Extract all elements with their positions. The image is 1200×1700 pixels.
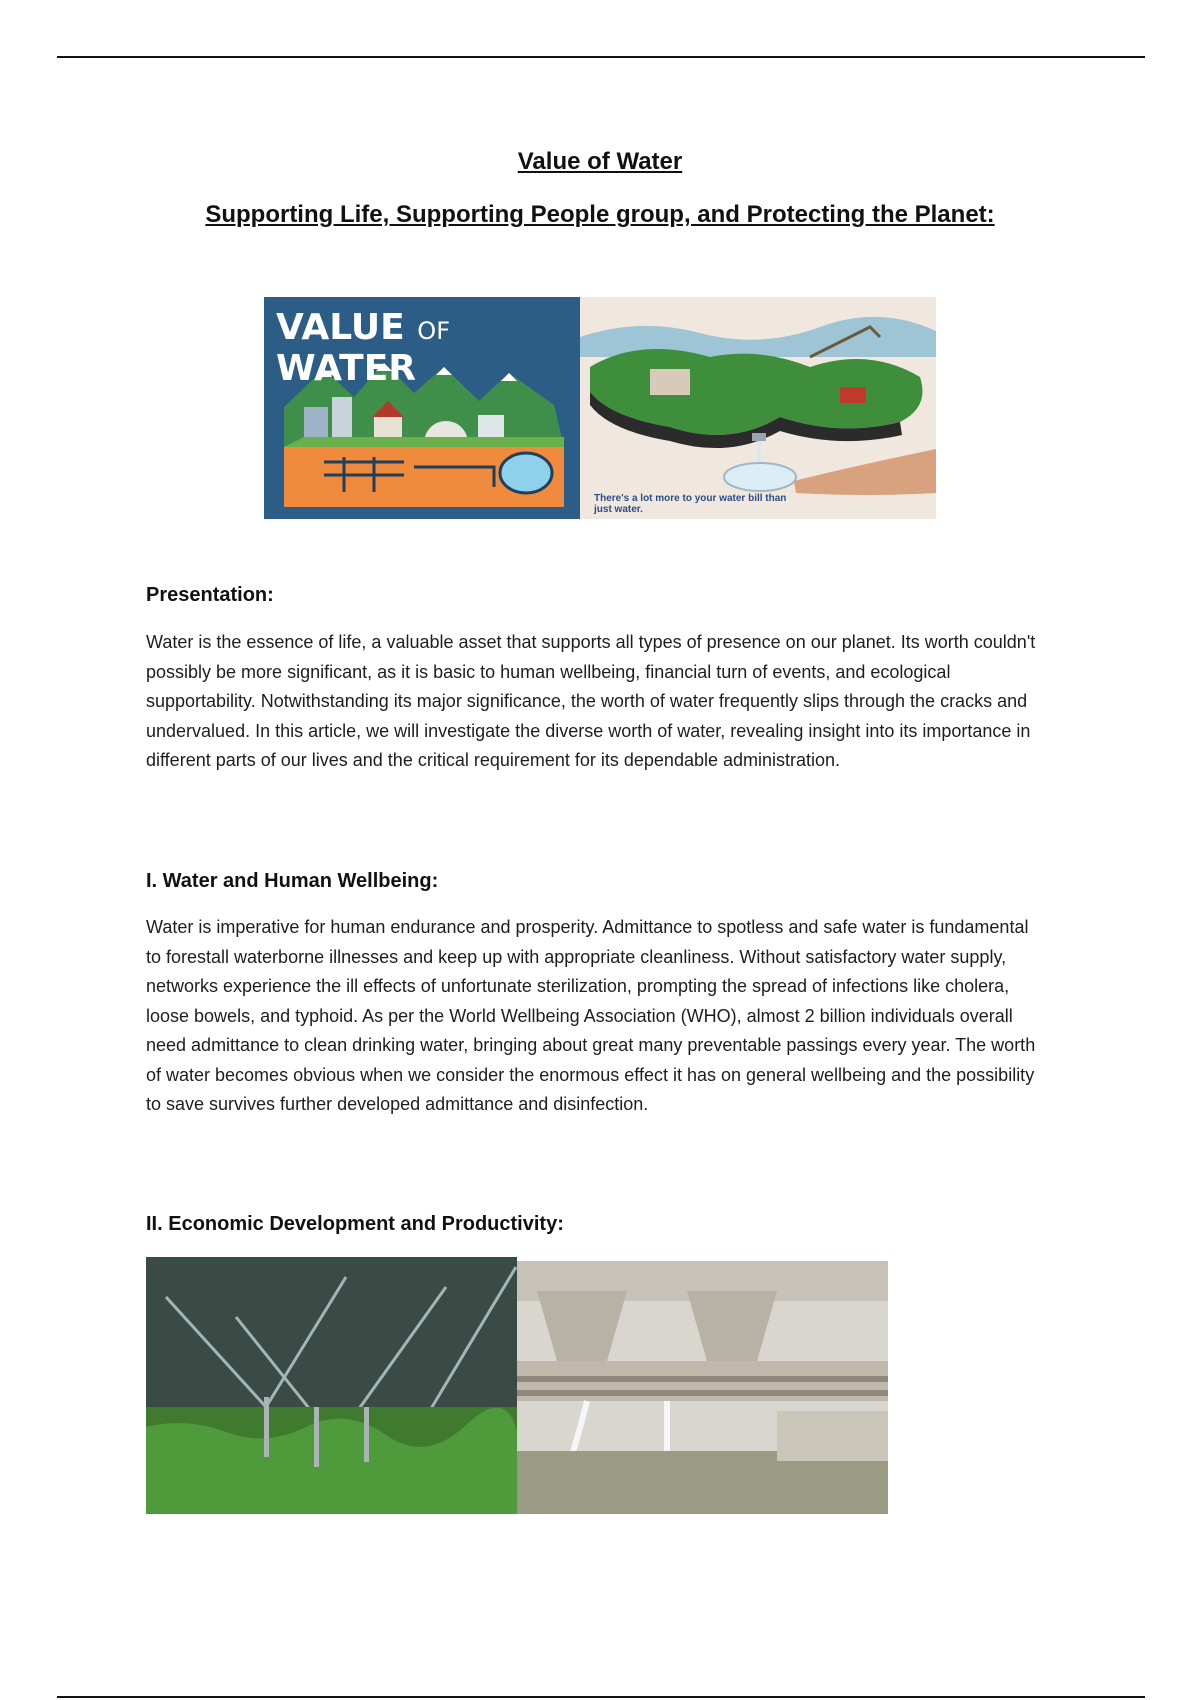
water-treatment-plant-photo [517, 1261, 888, 1514]
document-title: Value of Water [517, 148, 683, 175]
presentation-heading: Presentation: [146, 584, 274, 606]
economic-heading: II. Economic Development and Productivity: [146, 1213, 564, 1235]
footer-rule [57, 1696, 1145, 1698]
value-of-water-infographic [264, 297, 580, 519]
irrigation-sprinkler-photo [146, 1257, 517, 1514]
header-rule [57, 56, 1145, 58]
document-subtitle: Supporting Life, Supporting People group, and Protecting the Planet: [205, 201, 995, 228]
water-bill-illustration [580, 297, 936, 519]
infographic-title: VALUE OF WATER [276, 307, 450, 389]
presentation-paragraph: Water is the essence of life, a valuable asset that supports all types of presence on our planet. Its worth couldn't possibly be more significant, as it is basic to human wellbeing, financial turn of events, and ecological supportability. Notwithstanding its major significance, the worth of water frequently slips through the cracks and undervalued. In this article, we will investigate the diverse worth of water, revealing insight into its importance in different parts of our lives and the critical requirement for its dependable administration. [146, 632, 1036, 770]
economic-photo-pair [146, 1257, 888, 1514]
sprinkler-illustration [146, 1257, 517, 1514]
wellbeing-heading: I. Water and Human Wellbeing: [146, 870, 439, 892]
island-illustration [580, 297, 936, 519]
hero-image-pair [264, 297, 936, 519]
treatment-plant-illustration [517, 1261, 888, 1514]
water-bill-caption: There's a lot more to your water bill than just water. [594, 493, 787, 515]
wellbeing-paragraph: Water is imperative for human endurance and prosperity. Admittance to spotless and safe water is fundamental to forestall waterborne illnesses and keep up with appropriate cleanliness. Without satisfactory water supply, networks experience the ill effects of unfortunate sterilization, prompting the spread of infections like cholera, loose bowels, and typhoid. As per the World Wellbeing Association (WHO), almost 2 billion individuals overall need admittance to clean drinking water, bringing about great many preventable passings every year. The worth of water becomes obvious when we consider the enormous effect it has on general wellbeing and the possibility to save survives further developed admittance and disinfection. [146, 917, 1036, 1114]
